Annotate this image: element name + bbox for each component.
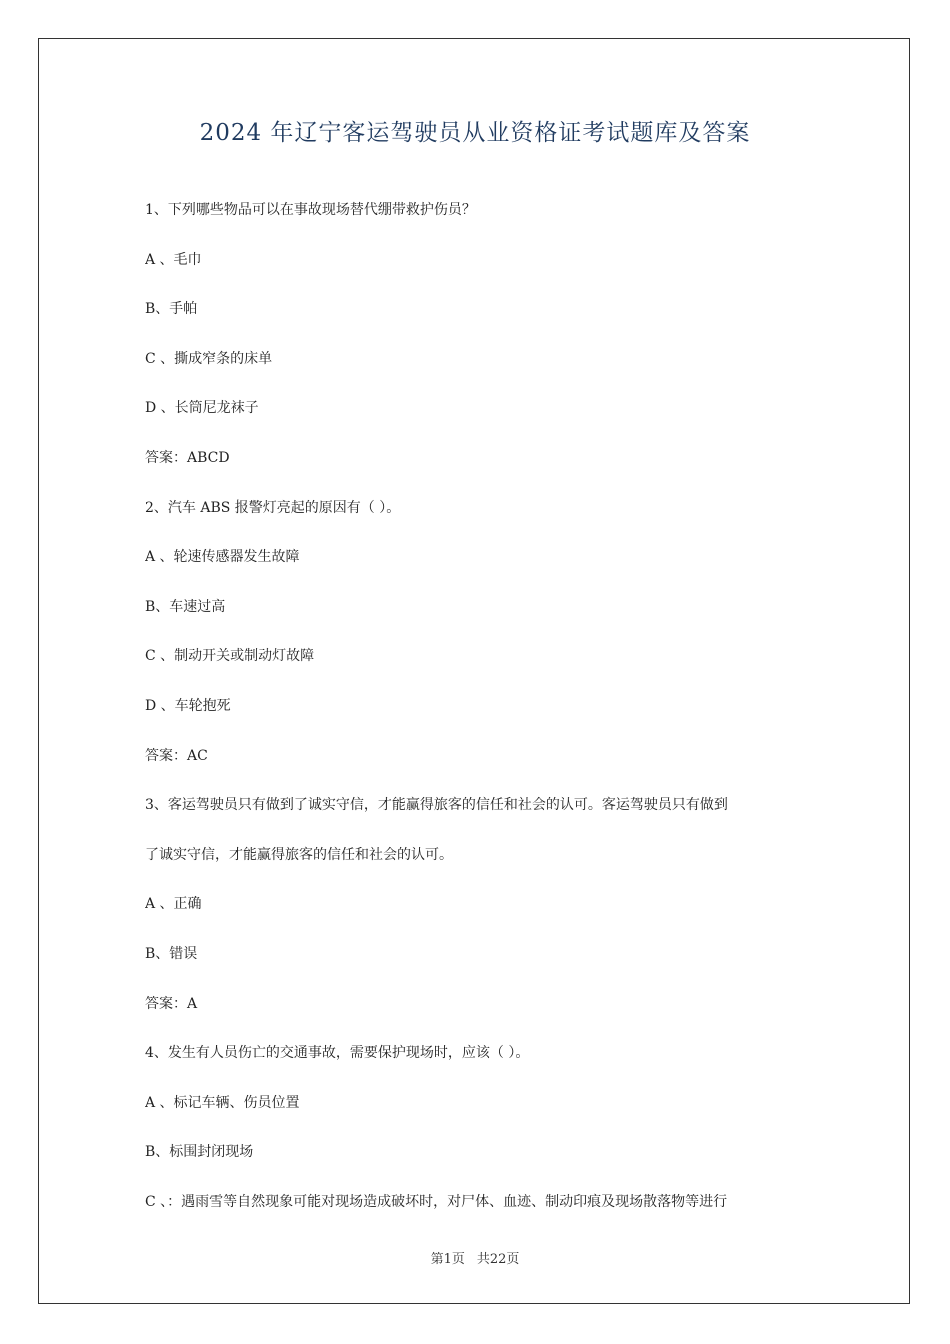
question-1-answer: 答案：ABCD	[145, 449, 230, 466]
question-2-text: 2、汽车 ABS 报警灯亮起的原因有（ ）。	[145, 499, 401, 516]
question-2-option-d: D 、车轮抱死	[145, 697, 231, 714]
question-1-option-d: D 、长筒尼龙袜子	[145, 400, 259, 417]
question-1-option-b: B、手帕	[145, 301, 198, 318]
page-footer	[0, 1248, 950, 1267]
question-4-option-a: A 、标记车辆、伤员位置	[145, 1094, 300, 1111]
question-2-option-b: B、车速过高	[145, 598, 226, 615]
question-2-option-a: A 、轮速传感器发生故障	[145, 549, 300, 566]
document-title: 2024 年辽宁客运驾驶员从业资格证考试题库及答案	[199, 120, 751, 146]
question-3-option-b: B、错误	[145, 945, 198, 962]
question-3-text: 3、客运驾驶员只有做到了诚实守信，才能赢得旅客的信任和社会的认可。客运驾驶员只有做到	[145, 797, 728, 814]
question-4-text: 4、发生有人员伤亡的交通事故，需要保护现场时，应该（ ）。	[145, 1045, 530, 1062]
question-1-option-a: A 、毛巾	[145, 251, 202, 268]
question-1-text: 1、下列哪些物品可以在事故现场替代绷带救护伤员？	[145, 202, 476, 218]
page-number: 第1页	[430, 1252, 465, 1267]
question-2-option-c: C 、制动开关或制动灯故障	[145, 648, 315, 665]
question-1-option-c: C 、撕成窄条的床单	[145, 350, 273, 367]
question-4-option-c: C 、：遇雨雪等自然现象可能对现场造成破坏时，对尸体、血迹、制动印痕及现场散落物等进行	[145, 1193, 728, 1210]
question-3-option-a: A 、正确	[145, 896, 202, 913]
question-4-option-b: B、标围封闭现场	[145, 1144, 254, 1161]
question-content	[145, 200, 825, 1241]
page-total: 共22页	[476, 1252, 520, 1267]
question-3-answer: 答案：A	[145, 995, 198, 1012]
question-3-text-continued: 了诚实守信，才能赢得旅客的信任和社会的认可。	[145, 846, 453, 863]
question-2-answer: 答案：AC	[145, 747, 208, 764]
